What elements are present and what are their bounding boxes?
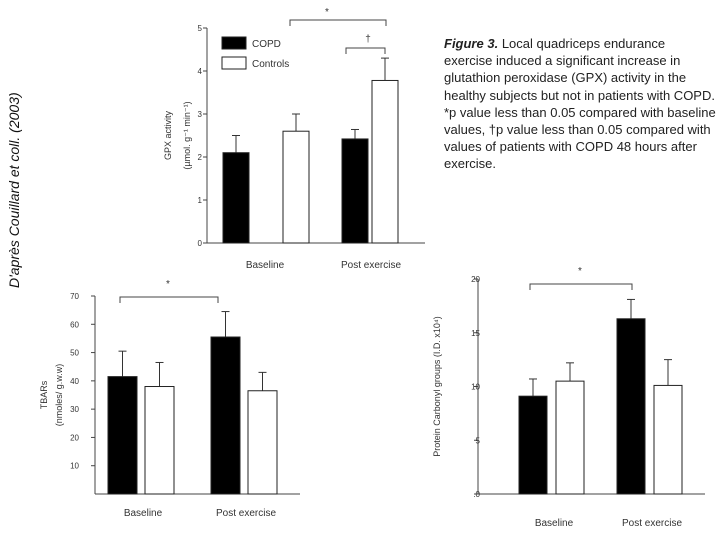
chart-panel-3 xyxy=(432,266,705,529)
y-tick-label: 10 xyxy=(471,382,480,392)
significance-marker: * xyxy=(166,279,170,290)
y-tick-label: 20 xyxy=(70,433,79,443)
bar xyxy=(211,337,240,494)
y-tick-label: 70 xyxy=(70,292,79,301)
y-axis-label: TBARs xyxy=(39,380,49,410)
category-label: Post exercise xyxy=(215,508,277,519)
significance-bracket xyxy=(290,20,386,26)
y-tick-label: 40 xyxy=(70,376,79,386)
significance-marker: * xyxy=(578,266,582,277)
bar xyxy=(654,385,682,494)
bar xyxy=(556,381,584,494)
y-tick-label: 60 xyxy=(70,320,79,330)
bar xyxy=(108,377,137,494)
bar xyxy=(342,139,368,243)
y-tick-label: 30 xyxy=(70,405,79,415)
bar xyxy=(248,391,277,494)
category-label: Baseline xyxy=(245,260,285,271)
legend-swatch xyxy=(222,57,246,69)
category-label: Baseline xyxy=(123,508,163,519)
category-label: Post exercise xyxy=(340,260,402,271)
significance-bracket xyxy=(120,297,218,303)
significance-bracket xyxy=(346,48,385,54)
bar xyxy=(145,387,174,494)
legend-swatch xyxy=(222,37,246,49)
bar xyxy=(283,131,309,243)
y-tick-label: 0 xyxy=(197,239,202,248)
category-label: Baseline xyxy=(534,518,574,529)
y-tick-label: 5 xyxy=(475,436,480,446)
y-axis-label: Protein Carbonyl groups (I.D. x10⁴) xyxy=(432,316,442,457)
significance-marker: * xyxy=(325,7,329,18)
legend-label: Controls xyxy=(252,59,290,70)
chart-panel-2 xyxy=(39,279,300,519)
bar xyxy=(223,153,249,243)
y-axis-label-units: (nmoles/ g.w.w) xyxy=(54,363,64,427)
significance-bracket xyxy=(530,284,632,290)
y-axis-label: GPX activity xyxy=(163,110,173,161)
side-credit-text: D'après Couillard et coll. (2003) xyxy=(6,92,22,288)
y-tick-label: 2 xyxy=(197,153,202,162)
figure-label: Figure 3. xyxy=(444,36,499,51)
y-tick-label: 15 xyxy=(471,328,480,338)
y-tick-label: 50 xyxy=(70,348,79,358)
bar xyxy=(617,319,645,494)
y-tick-label: 3 xyxy=(197,110,202,119)
y-tick-label: 1 xyxy=(197,196,202,205)
y-tick-label: .0 xyxy=(473,490,480,499)
bar xyxy=(519,396,547,494)
figure-caption-text: Local quadriceps endurance exercise induced a significant increase in glutathion peroxidase (GPX) activity in the healthy subjects but not in patients with COPD. *p value less than 0.05 compared with baseline values, †p value less than 0.05 compared with values of patients with COPD 48 hours after exercise. xyxy=(444,36,716,172)
y-tick-label: 10 xyxy=(70,461,79,471)
bar xyxy=(372,80,398,243)
y-tick-label: 4 xyxy=(197,67,202,76)
y-tick-label: 5 xyxy=(197,24,202,33)
category-label: Post exercise xyxy=(621,518,683,529)
legend-label: COPD xyxy=(252,39,281,50)
chart-panel-1 xyxy=(163,7,425,271)
y-axis-label-units: (µmol. g⁻¹ min⁻¹) xyxy=(182,101,192,170)
y-tick-label: 20 xyxy=(471,275,480,284)
significance-marker: † xyxy=(365,34,371,45)
